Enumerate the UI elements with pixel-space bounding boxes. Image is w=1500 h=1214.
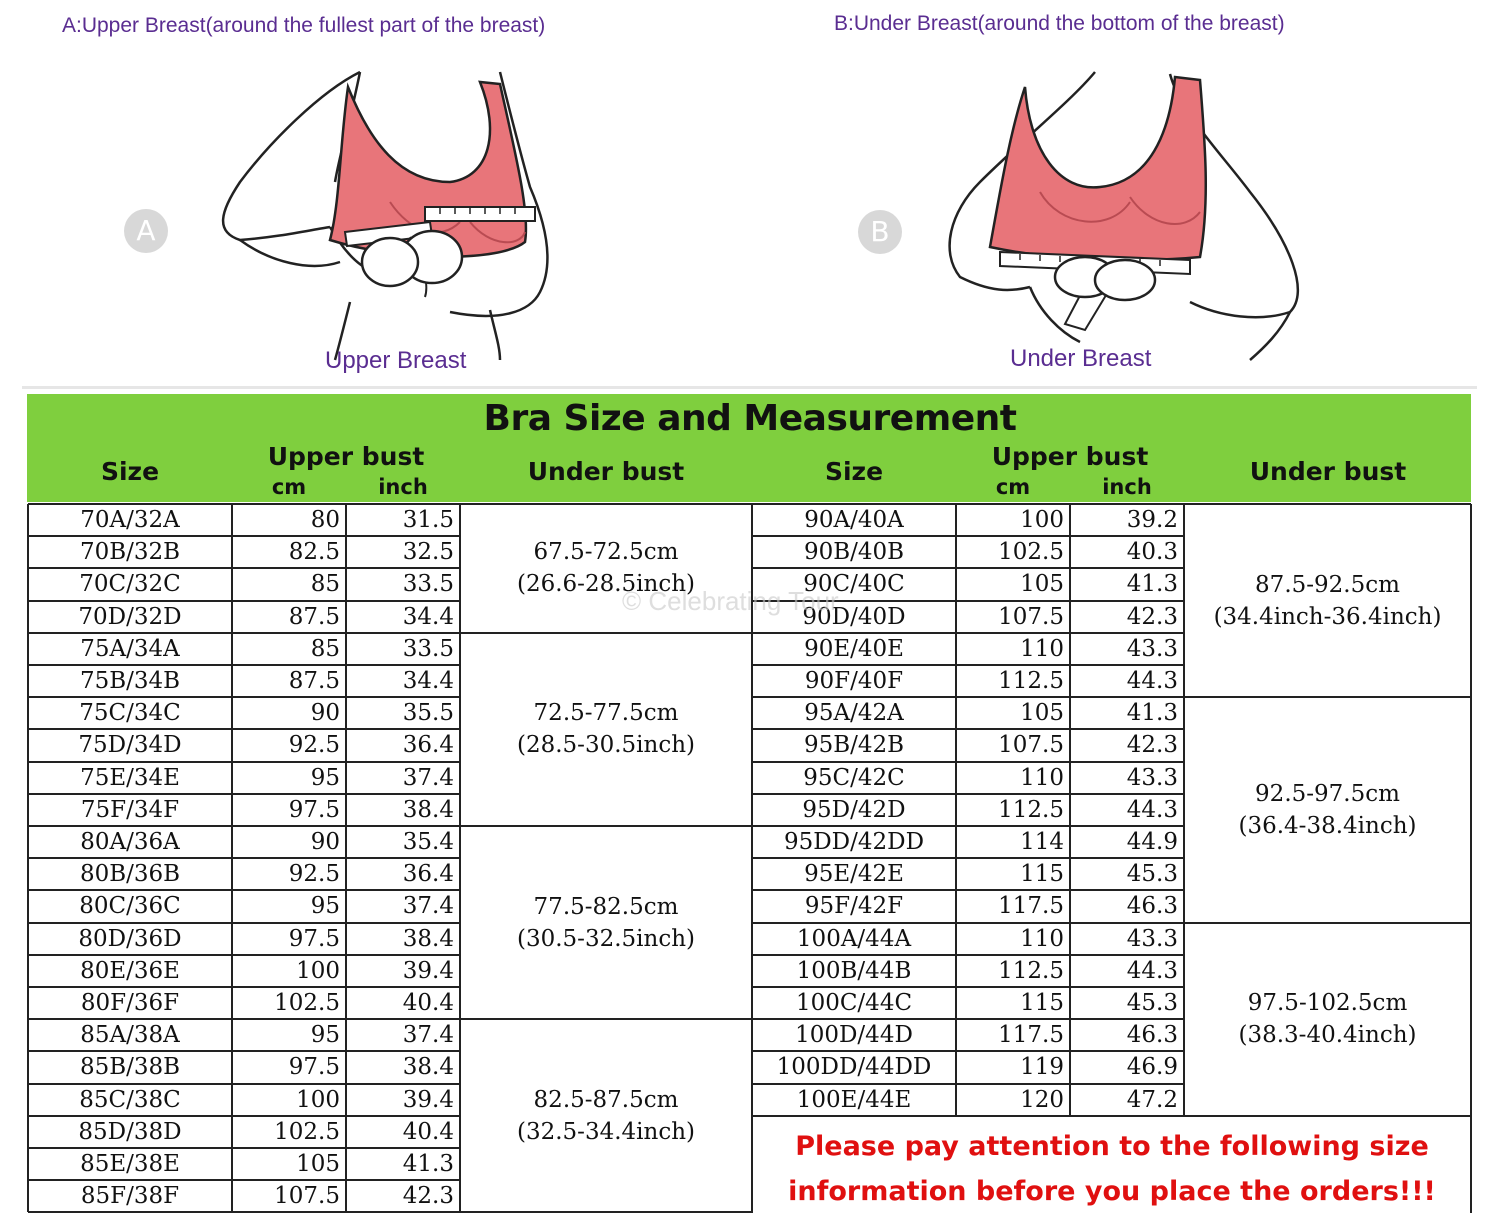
under-bust-range [460,697,752,761]
size-label: 70D/32D [78,603,182,630]
upper-bust-inch: 43.3 [1126,764,1178,791]
upper-bust-inch: 39.4 [402,957,454,984]
size-label: 75E/34E [80,764,180,791]
upper-bust-inch: 33.5 [402,635,454,662]
upper-bust-inch: 38.4 [402,925,454,952]
size-label: 95E/42E [804,861,904,888]
under-bust-inch: (34.4inch-36.4inch) [1213,603,1442,630]
upper-bust-cm: 100 [296,957,340,984]
upper-bust-inch: 47.2 [1126,1086,1178,1113]
caption-under-breast: B:Under Breast(around the bottom of the breast) [834,12,1285,35]
upper-bust-cm: 110 [1020,635,1064,662]
upper-bust-inch: 44.9 [1126,829,1178,855]
size-label: 85D/38D [78,1118,182,1145]
under-bust-range [460,891,752,955]
header-cm-left: cm [271,475,307,499]
size-label: 100E/44E [796,1086,912,1113]
size-label: 95B/42B [803,732,905,759]
upper-bust-inch: 42.3 [1126,732,1178,759]
upper-bust-inch: 37.4 [402,764,454,791]
upper-bust-cm: 105 [296,1151,340,1177]
label-upper-breast: Upper Breast [325,347,467,374]
size-label: 80F/36F [80,990,180,1016]
size-label: 100B/44B [796,957,912,984]
size-label: 90E/40E [804,635,904,662]
grid-line [1184,922,1471,924]
upper-bust-inch: 46.3 [1126,893,1178,920]
header-inch-right: inch [1102,475,1152,499]
upper-bust-cm: 107.5 [274,1183,340,1210]
upper-bust-cm: 112.5 [998,796,1064,823]
under-bust-inch: (28.5-30.5inch) [516,732,695,759]
under-bust-cm: 97.5-102.5cm [1247,990,1408,1017]
grid-line [1184,696,1471,698]
header-under-bust-left: Under bust [527,457,685,486]
upper-bust-inch: 45.3 [1126,861,1178,888]
upper-bust-cm: 92.5 [288,732,340,759]
upper-bust-cm: 87.5 [288,603,340,630]
upper-bust-inch: 35.5 [402,700,454,727]
upper-bust-inch: 40.3 [1126,539,1178,566]
size-label: 80E/36E [80,957,180,984]
size-label: 95A/42A [804,700,904,727]
header-cm-right: cm [995,475,1031,499]
under-bust-inch: (26.6-28.5inch) [516,571,695,598]
upper-bust-inch: 46.3 [1126,1022,1178,1049]
upper-bust-inch: 44.3 [1126,668,1178,694]
upper-bust-cm: 95 [310,893,340,920]
size-label: 80B/36B [79,861,181,888]
upper-bust-inch: 32.5 [402,539,454,566]
upper-bust-inch: 35.4 [402,829,454,855]
size-label: 85C/38C [79,1086,181,1113]
size-label: 95DD/42DD [783,829,925,855]
under-bust-range [1184,569,1471,633]
upper-bust-cm: 105 [1020,571,1064,598]
upper-bust-cm: 102.5 [274,990,340,1016]
upper-bust-cm: 112.5 [998,957,1064,984]
size-label: 90A/40A [804,507,904,533]
upper-bust-inch: 43.3 [1126,925,1178,952]
header-upper-bust-right: Upper bust [991,442,1149,471]
size-label: 85A/38A [80,1022,180,1049]
upper-bust-inch: 43.3 [1126,635,1178,662]
upper-bust-cm: 85 [310,635,340,662]
upper-bust-inch: 46.9 [1126,1054,1178,1081]
upper-bust-inch: 37.4 [402,1022,454,1049]
under-bust-cm: 87.5-92.5cm [1255,571,1400,598]
size-label: 75A/34A [80,635,180,662]
upper-bust-cm: 119 [1020,1054,1064,1081]
size-label: 95D/42D [802,796,906,823]
size-label: 90C/40C [803,571,905,598]
upper-bust-cm: 100 [296,1086,340,1113]
upper-bust-cm: 92.5 [288,861,340,888]
under-bust-cm: 77.5-82.5cm [533,893,679,920]
upper-bust-cm: 97.5 [288,1054,340,1081]
header-upper-bust-left: Upper bust [267,442,425,471]
size-label: 100A/44A [796,925,912,952]
size-label: 70A/32A [80,507,180,533]
size-label: 100C/44C [795,990,913,1016]
upper-bust-cm: 114 [1020,829,1064,855]
size-label: 90B/40B [803,539,905,566]
caption-upper-breast: A:Upper Breast(around the fullest part of the breast) [62,14,546,37]
upper-bust-inch: 36.4 [402,861,454,888]
size-label: 80C/36C [79,893,181,920]
upper-bust-cm: 90 [310,700,340,727]
upper-bust-inch: 41.3 [1126,700,1178,727]
upper-bust-inch: 34.4 [402,668,454,694]
label-under-breast: Under Breast [1010,345,1152,372]
upper-bust-cm: 117.5 [998,1022,1064,1049]
size-label: 75B/34B [79,668,181,694]
under-bust-cm: 92.5-97.5cm [1255,780,1400,807]
size-label: 75F/34F [80,796,180,823]
upper-bust-cm: 102.5 [274,1118,340,1145]
size-label: 80A/36A [80,829,180,855]
upper-bust-inch: 42.3 [1126,603,1178,630]
upper-bust-cm: 110 [1020,925,1064,952]
size-label: 100D/44D [795,1022,913,1049]
upper-bust-cm: 95 [310,1022,340,1049]
upper-bust-cm: 115 [1020,990,1064,1016]
upper-bust-cm: 97.5 [288,796,340,823]
header-under-bust-right: Under bust [1249,457,1407,486]
upper-bust-inch: 42.3 [402,1183,454,1210]
upper-bust-inch: 40.4 [402,1118,454,1145]
size-label: 70C/32C [79,571,181,598]
upper-bust-cm: 107.5 [998,732,1064,759]
upper-bust-inch: 38.4 [402,1054,454,1081]
grid-line [460,825,752,827]
size-label: 90D/40D [802,603,906,630]
upper-bust-inch: 44.3 [1126,796,1178,823]
upper-bust-inch: 39.4 [402,1086,454,1113]
size-label: 85B/38B [79,1054,181,1081]
upper-bust-inch: 38.4 [402,796,454,823]
upper-bust-cm: 112.5 [998,668,1064,694]
under-bust-inch: (32.5-34.4inch) [516,1118,695,1145]
under-bust-range [1184,778,1471,842]
upper-bust-cm: 120 [1020,1086,1064,1113]
under-bust-cm: 82.5-87.5cm [533,1086,679,1113]
upper-bust-cm: 90 [310,829,340,855]
upper-bust-cm: 87.5 [288,668,340,694]
header-size-right: Size [824,457,884,486]
grid-line [460,1018,752,1020]
table-title: Bra Size and Measurement [483,398,1017,439]
upper-bust-cm: 117.5 [998,893,1064,920]
under-bust-range [1184,987,1471,1051]
upper-bust-cm: 82.5 [288,539,340,566]
upper-bust-cm: 115 [1020,861,1064,888]
header-size-left: Size [100,457,160,486]
size-label: 75C/34C [79,700,181,727]
under-bust-cm: 72.5-77.5cm [533,700,679,727]
under-bust-range [460,1084,752,1148]
upper-bust-cm: 110 [1020,764,1064,791]
upper-bust-cm: 85 [310,571,340,598]
size-label: 85F/38F [80,1183,180,1210]
upper-bust-cm: 105 [1020,700,1064,727]
upper-bust-cm: 80 [310,507,340,533]
upper-bust-inch: 31.5 [402,507,454,533]
under-bust-inch: (38.3-40.4inch) [1238,1022,1417,1049]
upper-bust-inch: 34.4 [402,603,454,630]
warning-line-1: Please pay attention to the following size [795,1131,1429,1162]
under-bust-inch: (30.5-32.5inch) [516,925,695,952]
badge-a-icon: A [124,209,168,253]
under-bust-inch: (36.4-38.4inch) [1238,812,1417,839]
upper-bust-inch: 44.3 [1126,957,1178,984]
header-inch-left: inch [378,475,428,499]
upper-bust-inch: 40.4 [402,990,454,1016]
size-label: 90F/40F [804,668,904,694]
size-label: 75D/34D [78,732,182,759]
upper-bust-inch: 41.3 [1126,571,1178,598]
upper-bust-cm: 95 [310,764,340,791]
grid-line [460,632,752,634]
upper-bust-cm: 102.5 [998,539,1064,566]
size-label: 95C/42C [803,764,905,791]
warning-line-2: information before you place the orders!!! [788,1176,1436,1207]
size-warning-note [752,1124,1472,1214]
grid-line [28,1211,752,1213]
upper-bust-cm: 107.5 [998,603,1064,630]
grid-line [752,1115,1471,1117]
size-label: 80D/36D [78,925,182,952]
upper-bust-inch: 39.2 [1126,507,1178,533]
size-label: 100DD/44DD [776,1054,932,1081]
size-label: 70B/32B [79,539,181,566]
upper-bust-inch: 37.4 [402,893,454,920]
upper-bust-inch: 36.4 [402,732,454,759]
upper-bust-inch: 41.3 [402,1151,454,1177]
size-label: 85E/38E [80,1151,180,1177]
size-label: 95F/42F [804,893,904,920]
upper-bust-inch: 33.5 [402,571,454,598]
upper-bust-cm: 100 [1020,507,1064,533]
upper-bust-cm: 97.5 [288,925,340,952]
badge-b-icon: B [858,210,902,254]
watermark: © Celebrating Tour [622,586,839,616]
upper-bust-inch: 45.3 [1126,990,1178,1016]
under-bust-cm: 67.5-72.5cm [533,539,679,566]
